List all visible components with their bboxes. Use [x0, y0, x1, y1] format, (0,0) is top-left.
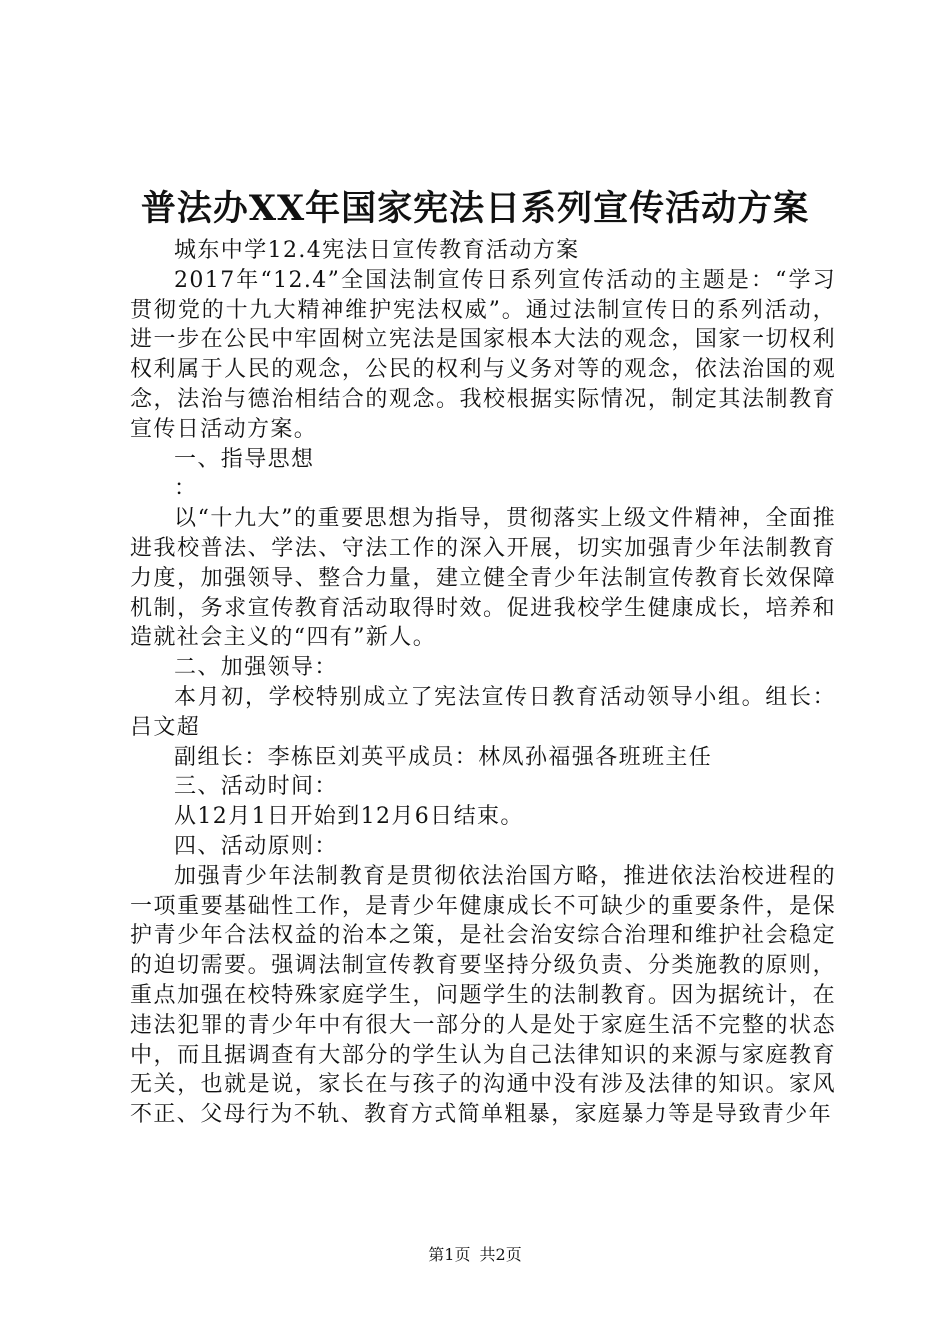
- paragraph-activity-time: 从12月1日开始到12月6日结束。: [174, 804, 524, 830]
- paragraph-guiding-thought: 以“十九大”的重要思想为指导，贯彻落实上级文件精神，全面推进我校普法、学法、守法工作的深入开展，切实加强青少年法制教育力度，加强领导、整合力量，建立健全青少年法制宣传教育长效保障机制，务求宣传教育活动取得时效。促进我校学生健康成长，培养和造就社会主义的“四有”新人。: [130, 506, 836, 651]
- heading-guiding-thought: 一、指导思想: [174, 446, 315, 472]
- heading-activity-time: 三、活动时间：: [174, 774, 338, 800]
- page-number: 第1页: [428, 1245, 471, 1264]
- document-title: 普法办XX年国家宪法日系列宣传活动方案: [140, 188, 810, 229]
- paragraph-intro: 2017年“12.4”全国法制宣传日系列宣传活动的主题是：“学习贯彻党的十九大精神维护宪法权威”。通过法制宣传日的系列活动，进一步在公民中牢固树立宪法是国家根本大法的观念，国家一切权利权利属于人民的观念，公民的权利与义务对等的观念，依法治国的观念，法治与德治相结合的观念。我校根据实际情况，制定其法制教育宣传日活动方案。: [130, 267, 836, 442]
- paragraph-activity-principle: 加强青少年法制教育是贯彻依法治国方略，推进依法治校进程的一项重要基础性工作，是青少年健康成长不可缺少的重要条件，是保护青少年合法权益的治本之策，是社会治安综合治理和维护社会稳定的迫切需要。强调法制宣传教育要坚持分级负责、分类施教的原则，重点加强在校特殊家庭学生，问题学生的法制教育。因为据统计，在违法犯罪的青少年中有很大一部分的人是处于家庭生活不完整的状态中，而且据调查有大部分的学生认为自己法律知识的来源与家庭教育无关，也就是说，家长在与孩子的沟通中没有涉及法律的知识。家风不正、父母行为不轨、教育方式简单粗暴，家庭暴力等是导致青少年: [130, 863, 836, 1128]
- heading-activity-principle: 四、活动原则：: [174, 833, 338, 859]
- paragraph-subtitle: 城东中学12.4宪法日宣传教育活动方案: [174, 238, 580, 263]
- paragraph-leadership: 本月初，学校特别成立了宪法宣传日教育活动领导小组。组长：吕文超: [130, 684, 836, 740]
- page-footer: [0, 1245, 950, 1265]
- paragraph-members: 副组长：李栋臣刘英平成员：林凤孙福强各班班主任: [174, 744, 713, 770]
- document-body: [130, 236, 836, 1130]
- page-total: 共2页: [479, 1245, 522, 1264]
- paragraph-colon: ：: [174, 476, 198, 502]
- heading-leadership: 二、加强领导：: [174, 655, 338, 681]
